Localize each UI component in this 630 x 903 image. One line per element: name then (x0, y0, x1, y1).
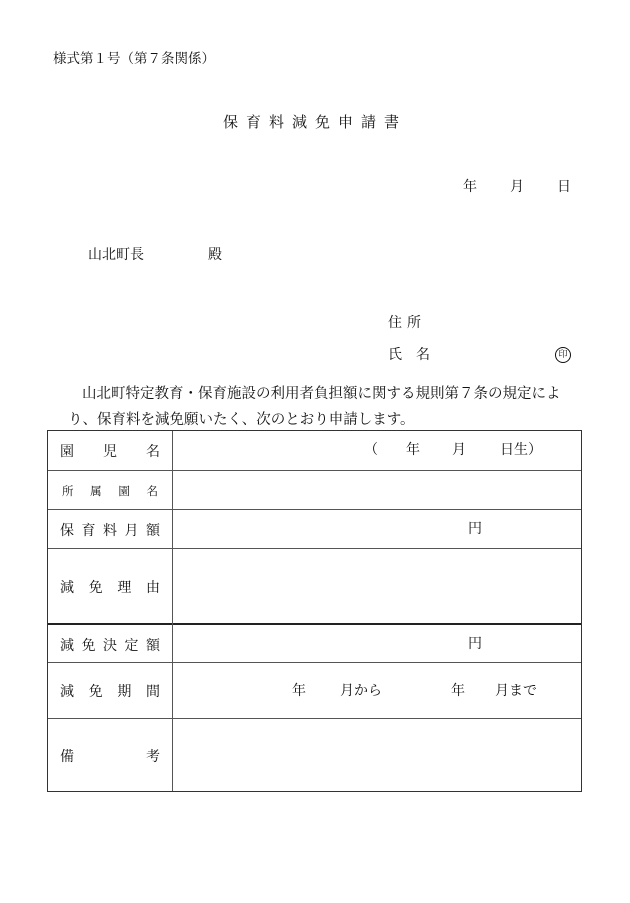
label-char: 免 (88, 684, 103, 700)
application-table (47, 430, 582, 792)
birth-year-label: 年 (406, 442, 420, 458)
monthly-fee-unit: 円 (468, 521, 482, 537)
label-char: 園 (118, 483, 130, 498)
label-char: 減 (60, 637, 74, 654)
label-school (48, 471, 172, 510)
application-statement: 山北町特定教育・保育施設の利用者負担額に関する規則第７条の規定により、保育料を減免願いたく、次のとおり申請します。 (68, 386, 561, 428)
birth-open-paren: （ (364, 442, 378, 458)
label-char: 定 (124, 637, 139, 654)
row-school (48, 470, 581, 510)
label-char: 免 (88, 579, 103, 596)
period-from-month: 月から (340, 683, 382, 699)
label-period (48, 663, 172, 719)
decided-amount-unit: 円 (468, 636, 482, 652)
label-char: 名 (146, 443, 160, 460)
label-char: 育 (81, 522, 96, 539)
address-label: 住所 (388, 315, 426, 331)
label-char: 期 (117, 684, 132, 700)
period-to-month: 月まで (495, 683, 537, 699)
date-year-label: 年 (463, 179, 477, 195)
label-monthly-fee (48, 510, 172, 549)
label-char: 理 (117, 579, 132, 596)
birth-month-label: 月 (452, 442, 466, 458)
label-char: 免 (81, 637, 96, 654)
label-char: 間 (145, 684, 160, 700)
row-reason (48, 548, 581, 624)
applicant-name-label: 氏名 (388, 347, 444, 363)
label-char: 減 (60, 684, 74, 700)
date-day-label: 日 (557, 179, 571, 195)
row-remarks (48, 718, 581, 792)
label-char: 額 (146, 637, 160, 654)
label-char: 月 (124, 522, 139, 539)
label-char: 料 (103, 522, 117, 539)
label-char: 決 (103, 637, 117, 654)
date-month-label: 月 (510, 179, 524, 195)
period-from-year: 年 (292, 683, 306, 699)
honorific: 殿 (208, 247, 222, 263)
label-decided-amount (48, 625, 172, 664)
birth-day-label: 日生） (500, 442, 542, 458)
label-char: 園 (60, 443, 74, 460)
row-monthly-fee (48, 509, 581, 549)
row-child-name (48, 431, 581, 470)
column-divider (172, 431, 173, 791)
label-char: 備 (60, 748, 74, 765)
period-to-year: 年 (451, 683, 465, 699)
label-child-name (48, 431, 172, 470)
addressee: 山北町長 (88, 247, 144, 263)
form-number: 様式第１号（第７条関係） (53, 51, 215, 67)
label-char: 児 (103, 443, 117, 460)
label-char: 考 (146, 748, 160, 765)
seal-mark: 印 (555, 347, 571, 363)
label-char: 属 (90, 483, 102, 498)
row-decided-amount (48, 623, 581, 664)
row-period (48, 662, 581, 719)
label-char: 由 (145, 579, 160, 596)
label-remarks (48, 719, 172, 792)
form-title: 保育料減免申請書 (222, 113, 407, 131)
label-char: 保 (60, 522, 74, 539)
label-char: 額 (146, 522, 160, 539)
label-reason (48, 549, 172, 624)
label-char: 減 (60, 579, 74, 596)
label-char: 名 (146, 483, 158, 498)
label-char: 所 (62, 483, 74, 498)
